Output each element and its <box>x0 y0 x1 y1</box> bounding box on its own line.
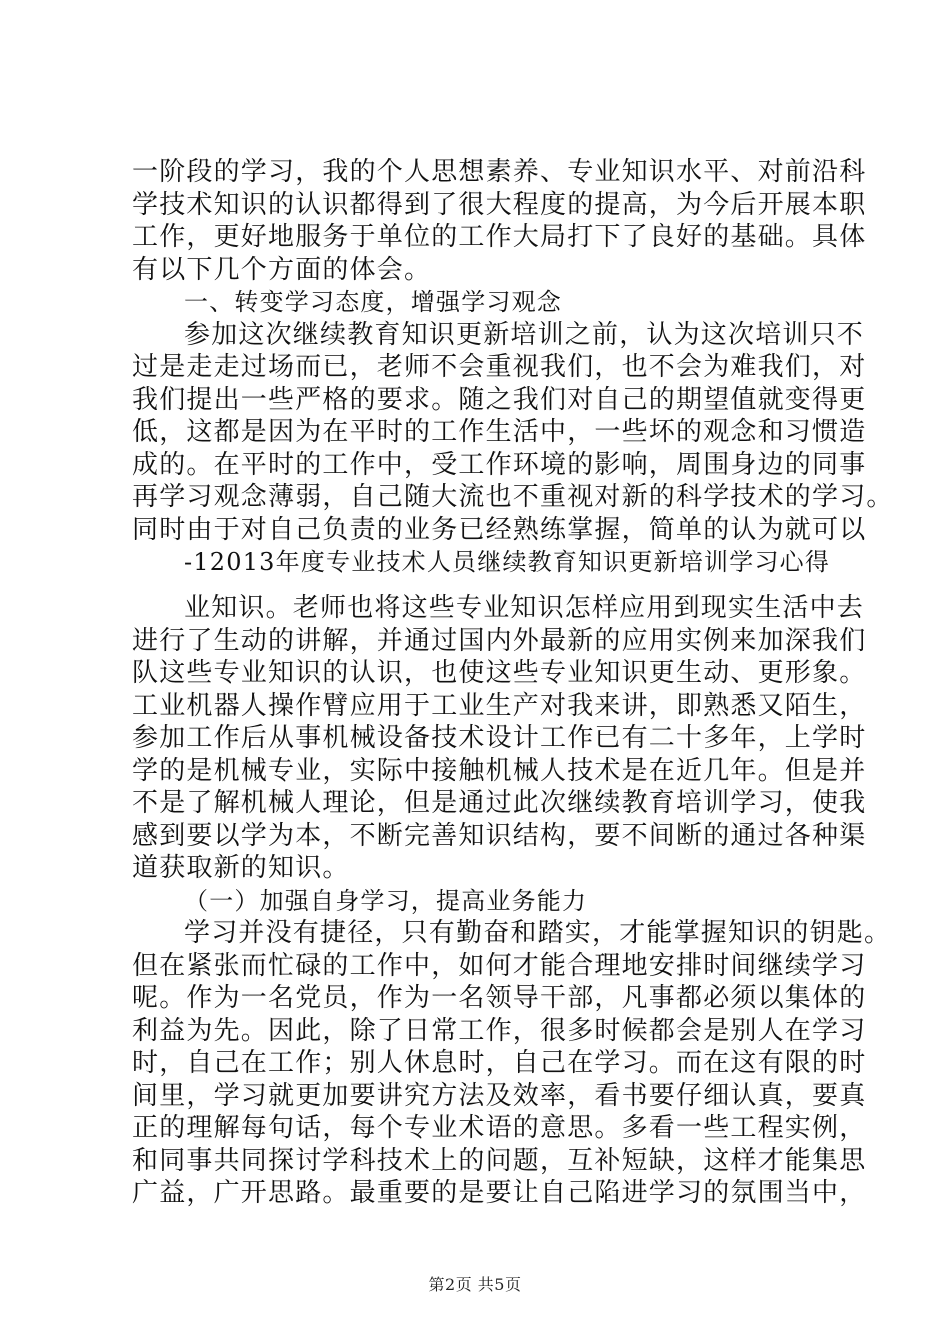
paragraph-line: 一阶段的学习，我的个人思想素养、专业知识水平、对前沿科 <box>132 157 867 187</box>
paragraph-line: 不是了解机械人理论，但是通过此次继续教育培训学习，使我 <box>132 788 867 818</box>
paragraph-line: 低，这都是因为在平时的工作生活中，一些坏的观念和习惯造 <box>132 417 867 447</box>
paragraph-line: 呢。作为一名党员，作为一名领导干部，凡事都必须以集体的 <box>132 983 867 1013</box>
paragraph-line: 业知识。老师也将这些专业知识怎样应用到现实生活中去 <box>184 593 865 623</box>
paragraph-line: 正的理解每句话，每个专业术语的意思。多看一些工程实例， <box>132 1113 867 1143</box>
paragraph-line: 成的。在平时的工作中，受工作环境的影响，周围身边的同事 <box>132 449 867 480</box>
paragraph-line: 时，自己在工作；别人休息时，自己在学习。而在这有限的时 <box>132 1048 867 1078</box>
paragraph-line: 道获取新的知识。 <box>132 853 350 883</box>
paragraph-line: 工业机器人操作臂应用于工业生产对我来讲，即熟悉又陌生， <box>132 690 867 721</box>
paragraph-line: 我们提出一些严格的要求。随之我们对自己的期望值就变得更 <box>132 384 867 415</box>
paragraph-line: 间里，学习就更加要讲究方法及效率，看书要仔细认真，要真 <box>132 1080 867 1111</box>
paragraph-line: 学的是机械专业，实际中接触机械人技术是在近几年。但是并 <box>132 755 867 786</box>
paragraph-line: 过是走走过场而已，老师不会重视我们，也不会为难我们，对 <box>132 352 867 382</box>
paragraph-line: 参加这次继续教育知识更新培训之前，认为这次培训只不 <box>184 319 865 350</box>
paragraph-line: 学技术知识的认识都得到了很大程度的提高，为今后开展本职 <box>132 189 867 220</box>
running-title: -12013年度专业技术人员继续教育知识更新培训学习心得 <box>184 548 831 576</box>
paragraph-line: 但在紧张而忙碌的工作中，如何才能合理地安排时间继续学习 <box>132 950 867 981</box>
section-heading: （一）加强自身学习，提高业务能力 <box>184 886 588 915</box>
page-number-footer: 第2页 共5页 <box>428 1275 522 1294</box>
paragraph-line: 利益为先。因此，除了日常工作，很多时候都会是别人在学习 <box>132 1015 867 1046</box>
paragraph-line: 队这些专业知识的认识，也使这些专业知识更生动、更形象。 <box>132 658 867 688</box>
text-block-upper <box>132 156 894 579</box>
section-heading: 一、转变学习态度，增强学习观念 <box>184 288 562 316</box>
paragraph-line: 广益，广开思路。最重要的是要让自己陷进学习的氛围当中， <box>132 1178 867 1208</box>
paragraph-line: 和同事共同探讨学科技术上的问题，互补短缺，这样才能集思 <box>132 1145 867 1176</box>
paragraph-line: 工作，更好地服务于单位的工作大局打下了良好的基础。具体 <box>132 222 867 252</box>
paragraph-line: 同时由于对自己负责的业务已经熟练掌握，简单的认为就可以 <box>132 514 867 545</box>
paragraph-line: 有以下几个方面的体会。 <box>132 254 432 285</box>
paragraph-line: 参加工作后从事机械设备技术设计工作已有二十多年，上学时 <box>132 723 867 753</box>
paragraph-line: 再学习观念薄弱，自己随大流也不重视对新的科学技术的学习。 <box>132 482 894 512</box>
text-block-lower <box>132 592 892 1210</box>
paragraph-line: 进行了生动的讲解，并通过国内外最新的应用实例来加深我们 <box>132 625 867 656</box>
paragraph-line: 感到要以学为本，不断完善知识结构，要不间断的通过各种渠 <box>132 820 867 851</box>
paragraph-line: 学习并没有捷径，只有勤奋和踏实，才能掌握知识的钥匙。 <box>184 918 892 948</box>
